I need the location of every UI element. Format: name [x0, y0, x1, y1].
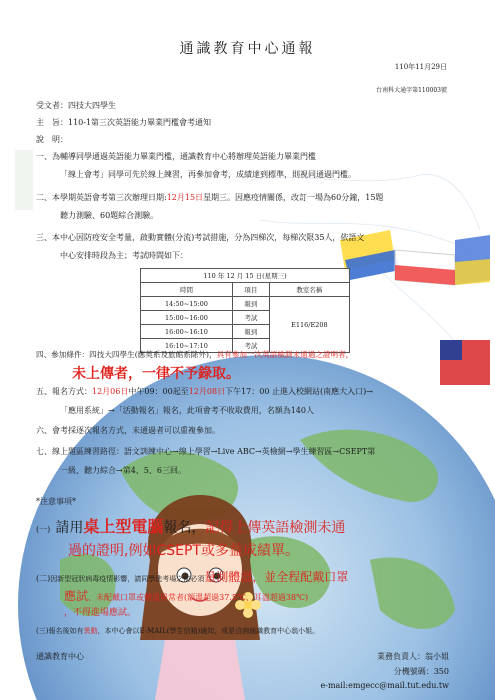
note-2-num: (二)	[36, 574, 51, 583]
note-1-desktop: 桌上型電腦	[83, 517, 164, 536]
item-4-warning: 未上傳者，一律不予錄取。	[72, 366, 240, 382]
signup-end: 12月08日	[188, 387, 226, 396]
note-3-post: ，本中心會以E-MAIL(學生信箱)通知，或是洽詢通識教育中心翁小姐。	[97, 627, 320, 635]
schedule-caption: 110 年 12 月 15 日(星期三)	[141, 269, 350, 283]
footer-org: 通識教育中心	[36, 652, 84, 661]
page-title: 通識教育中心通報	[179, 41, 316, 57]
row-time: 14:50~15:00	[141, 297, 233, 311]
item-4-line-1	[36, 349, 353, 360]
item-5-line-1	[36, 386, 373, 397]
item-2-pre: 二、本學期英語會考第三次辦理日期:	[36, 193, 167, 202]
item-7-line-2: 一級、聽力綜合→第4、5、6三回。	[60, 466, 186, 475]
row-item: 考試	[232, 311, 269, 325]
room-cell: E116/E208	[269, 297, 349, 353]
subject: 主 旨：110-1第三次英語能力畢業門檻會考通知	[36, 118, 212, 127]
item-3-line-2: 中心安排時段為主；考試時間如下：	[60, 251, 188, 260]
note-2-red: 量測體溫，並全程配戴口罩	[204, 570, 349, 584]
note-1-num: (一)	[36, 525, 51, 534]
footer-extension: 分機號碼：350	[393, 667, 449, 676]
note-2-red-2: 、未配戴口罩或體溫異常者(額溫超過37.5℃、耳溫超過38℃)	[88, 593, 309, 602]
item-1-line-2: 「線上會考」同學可先於線上練習，再參加會考，成績達到標準，則視同通過門檻。	[60, 170, 356, 179]
header-time: 時間	[141, 283, 233, 297]
note-2-line-3: ，不得進場應試。	[64, 608, 137, 618]
note-1-line-1	[36, 514, 345, 537]
exam-schedule-table	[140, 268, 350, 353]
item-1-line-1: 一、為輔導同學通過英語能力畢業門檻，通識教育中心將辦理英語能力畢業門檻	[36, 152, 316, 161]
note-2-line-1	[36, 566, 348, 585]
item-5-line-2: 「應用系統」→「活動報名」報名，此項會考不收取費用，名額為140人	[60, 406, 314, 415]
row-item: 考試	[232, 339, 269, 353]
item-2-line-1	[36, 192, 383, 203]
item-2-post: 星期三。因應疫情關係，改訂一場為60分鐘，15題	[203, 193, 384, 202]
row-item: 報到	[232, 325, 269, 339]
header-item: 項目	[232, 283, 269, 297]
item-7-line-1: 七、線上題區練習路徑：語文訓練中心→線上學習→Live ABC→英檢網→學生練習區→CSEPT第	[36, 447, 376, 456]
recipient: 受文者：四技大四學生	[36, 101, 116, 110]
document-number: 台南科大通字第110003號	[376, 87, 447, 94]
note-1-line-2: 過的證明,例如CSEPT或多益成績單。	[68, 543, 299, 559]
note-2-line-2	[64, 585, 308, 604]
header-room: 教室名稱	[269, 283, 349, 297]
note-2-exam: 應試	[64, 589, 89, 603]
item-5-post: 下午17：00 止進入校網站(南應大入口)→	[225, 387, 373, 396]
note-3-red: 異動	[83, 627, 98, 635]
item-4-red: 具有參加一次英語檢測未通過之證明者，	[216, 350, 354, 359]
item-5-pre: 五、報名方式：	[36, 387, 92, 396]
footer-contact-person: 業務負責人：翁小姐	[377, 652, 449, 661]
note-1-red: 記得上傳英語檢測未通	[205, 520, 346, 536]
note-2-pre: 因新型冠狀病毒疫情影響，請同學進考場之前必須	[50, 575, 205, 583]
notes-heading: *注意事項*	[36, 497, 76, 506]
note-3-pre: 報名後如有	[48, 627, 84, 635]
row-time: 16:00~16:10	[141, 325, 233, 339]
note-1-pre: 請用	[55, 520, 84, 536]
row-time: 16:10~17:10	[141, 339, 233, 353]
footer-email[interactable]: e-mail:emgecc@mail.tut.edu.tw	[320, 681, 449, 690]
issue-date: 110年11月29日	[394, 63, 447, 71]
note-1-post: 報名，	[163, 520, 206, 536]
signup-start: 12月06日	[92, 387, 129, 396]
item-6: 六、會考採逐次報名方式，未通過者可以重複參加。	[36, 426, 220, 435]
table-row	[141, 297, 350, 311]
item-5-mid: 中午09：00起至	[128, 387, 189, 396]
item-4-pre: 四、參加條件：四技大四學生(應英系及旅館系除外)，	[36, 350, 217, 359]
note-3-num: (三)	[36, 627, 49, 635]
explain-label: 說 明：	[36, 135, 68, 144]
row-time: 15:00~16:00	[141, 311, 233, 325]
row-item: 報到	[232, 297, 269, 311]
item-3-line-1: 三、本中心因防疫安全考量，啟動實體(分流)考試措施，分為四梯次，每梯次限35人，依語文	[36, 233, 365, 242]
exam-date: 12月15日	[166, 193, 204, 202]
note-3	[36, 626, 319, 636]
item-2-line-2: 聽力測驗、60題綜合測驗。	[60, 211, 159, 220]
